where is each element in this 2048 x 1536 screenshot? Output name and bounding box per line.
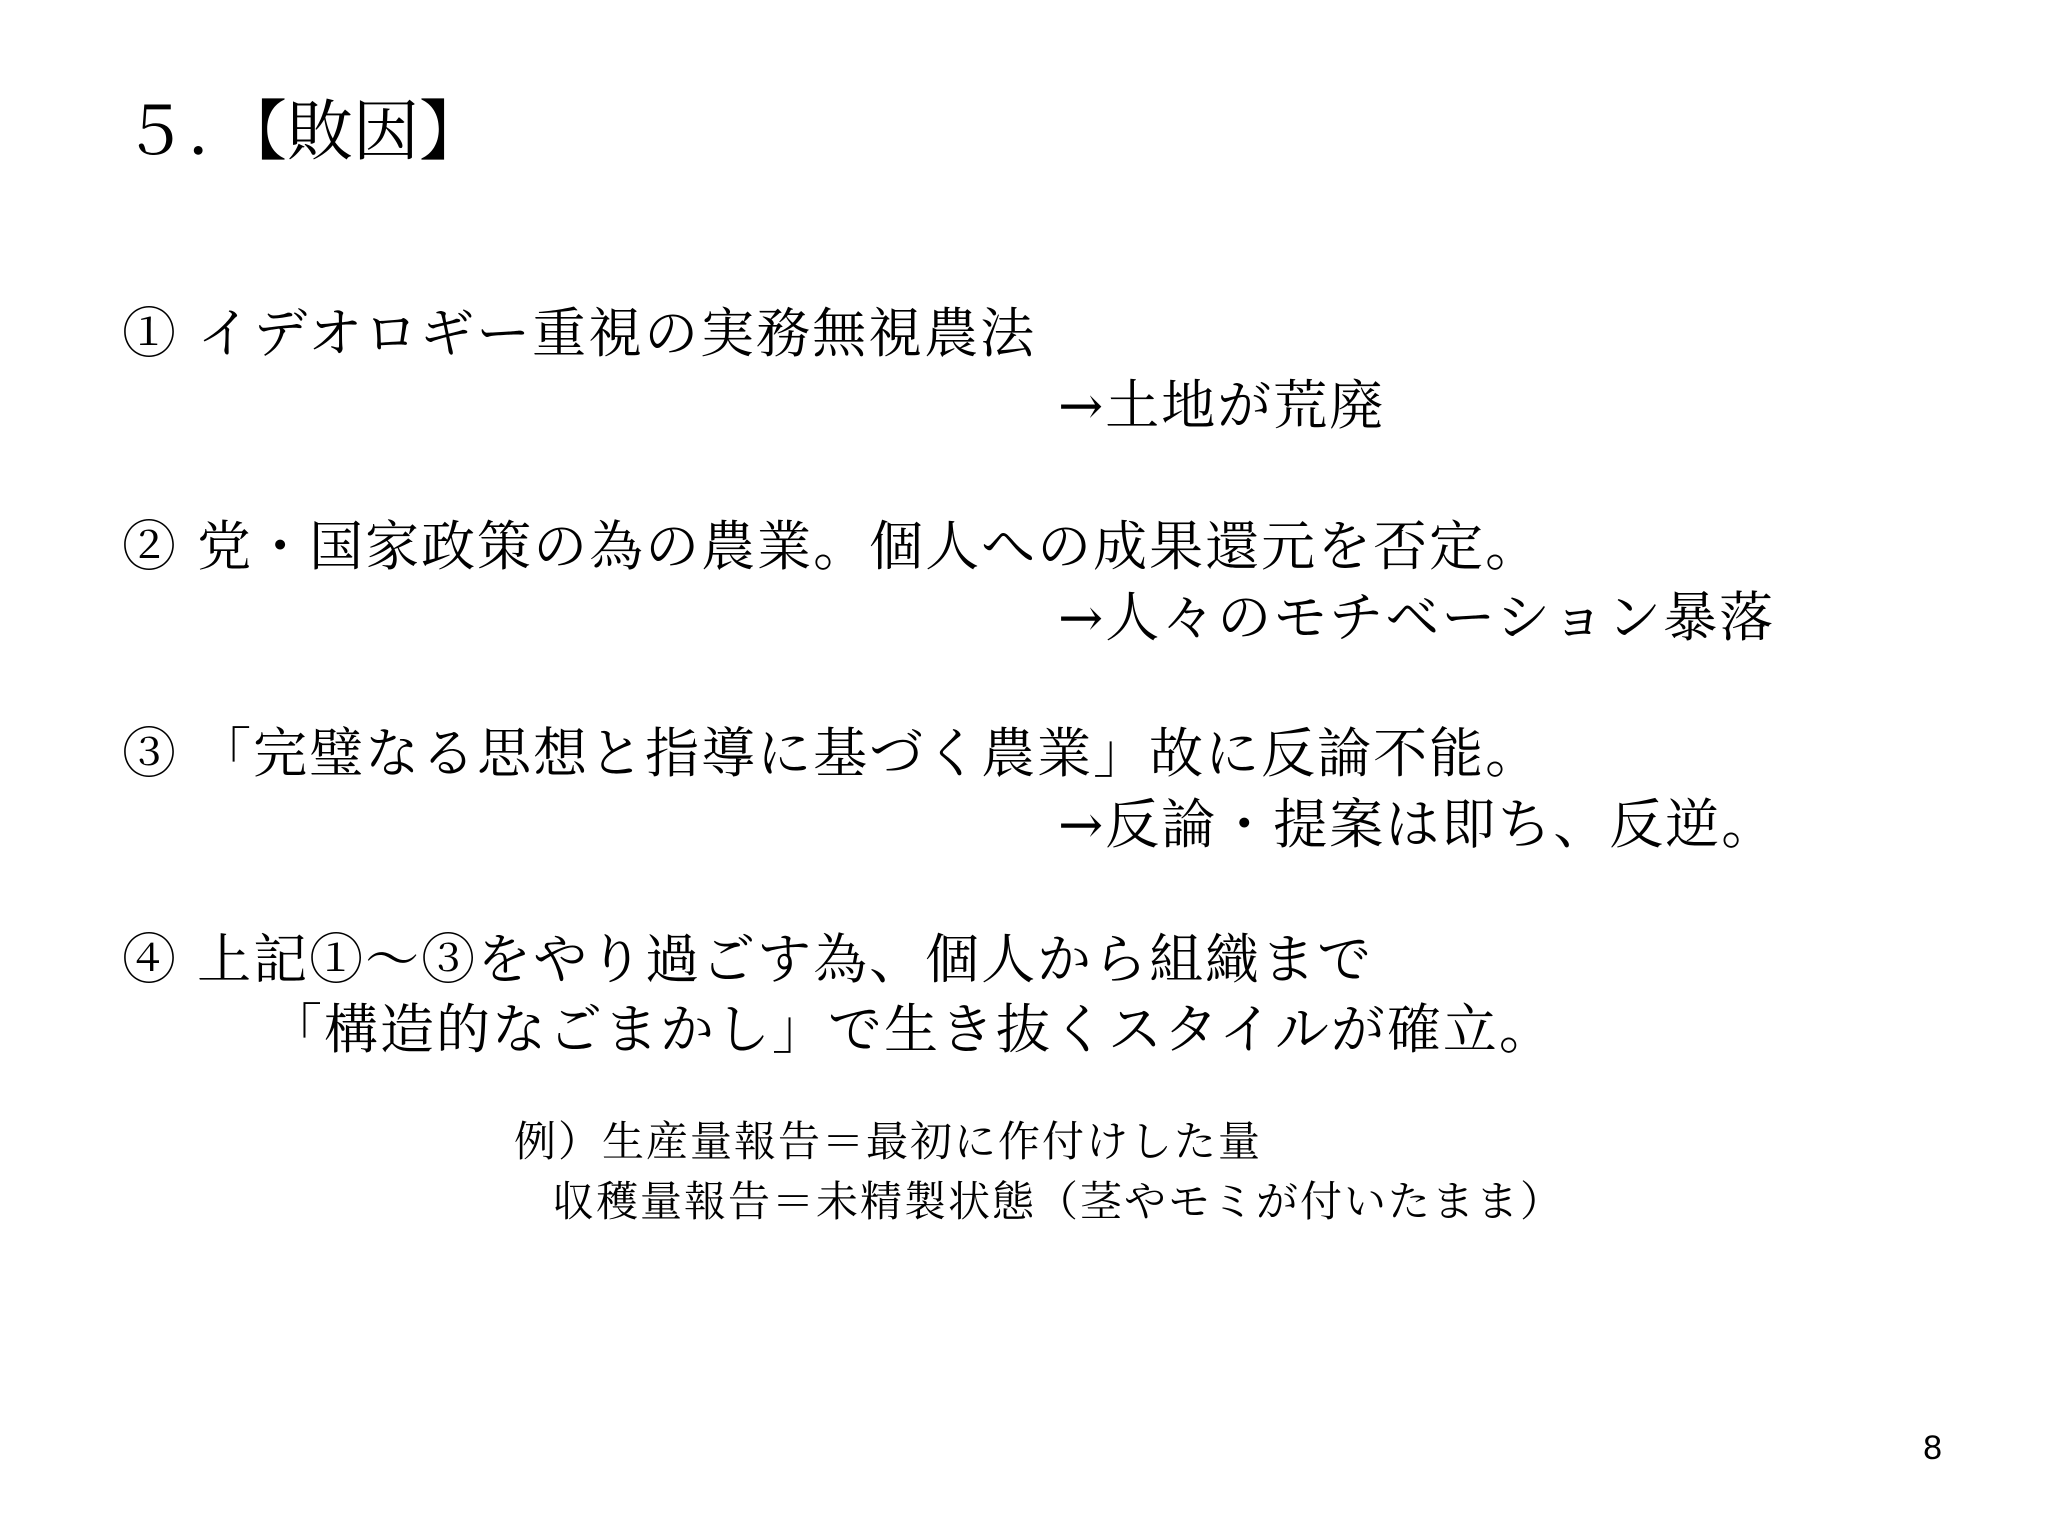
point-1-main: ① イデオロギー重視の実務無視農法 (122, 302, 1037, 365)
example-line-1: 例）生産量報告＝最初に作付けした量 (514, 1117, 1263, 1166)
point-3-result: →反論・提案は即ち、反逆。 (1058, 793, 1778, 856)
point-2-result: →人々のモチベーション暴落 (1058, 586, 1776, 649)
point-1-result: →土地が荒廃 (1058, 374, 1386, 437)
point-3-main: ③ 「完璧なる思想と指導に基づく農業」故に反論不能。 (122, 722, 1542, 785)
point-4-main: ④ 上記①～③をやり過ごす為、個人から組織まで (122, 928, 1374, 991)
example-line-2: 収穫量報告＝未精製状態（茎やモミが付いたまま） (552, 1177, 1565, 1226)
page-number: 8 (1923, 1429, 1942, 1467)
slide-title: ５．【敗因】 (122, 93, 485, 170)
point-2-main: ② 党・国家政策の為の農業。個人への成果還元を否定。 (122, 515, 1542, 578)
point-4-continuation: 「構造的なごまかし」で生き抜くスタイルが確立。 (268, 998, 1555, 1061)
